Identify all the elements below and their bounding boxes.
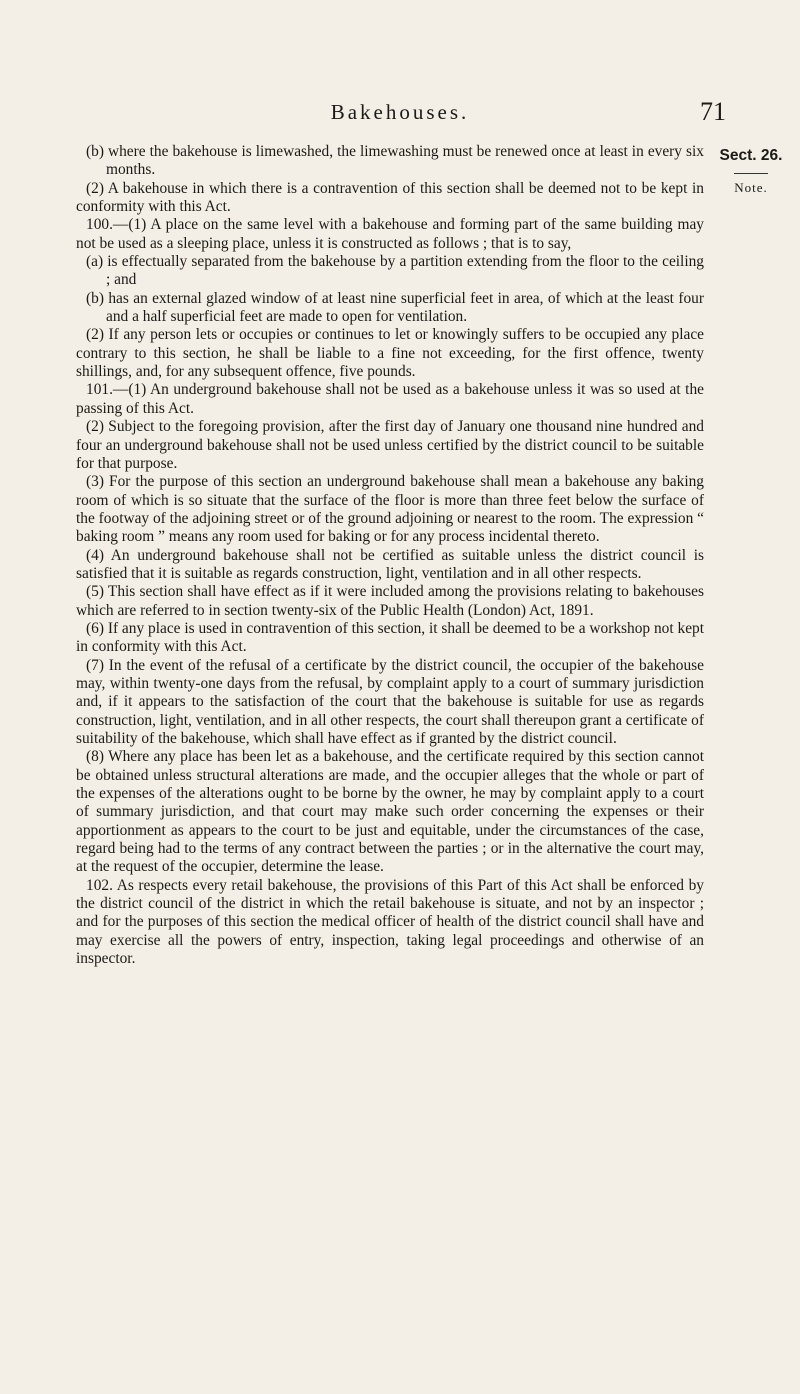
- paragraph: (6) If any place is used in contravention of this section, it shall be deemed to be a workshop not kept in conformity with this Act.: [76, 619, 704, 656]
- note-label: Note.: [734, 180, 768, 195]
- paragraph: (4) An underground bakehouse shall not be certified as suitable unless the district council is satisfied that it is suitable as regards construction, light, ventilation and in all other respects.: [76, 546, 704, 582]
- paragraph: (5) This section shall have effect as if it were included among the provisions relating to bakehouses which are referred to in section twenty-six of the Public Health (London) Act, 1891.: [76, 583, 704, 619]
- paragraph: 100.—(1) A place on the same level with a bakehouse and forming part of the same building may not be used as a sleeping place, unless it is constructed as follows ; that is to say,: [76, 216, 704, 252]
- paragraph: (7) In the event of the refusal of a certificate by the district council, the occupier of the bakehouse may, within twenty-one days from the refusal, by complaint apply to a court of summary jurisdiction and, if it appears to the satisfaction of the court that the bakehouse is suitable for use as regards construction, light, ventilation, and in all other respects, the court shall thereupon grant a certificate of suitability of the bakehouse, which shall have effect as if granted by the district council.: [76, 656, 704, 747]
- paragraph: (2) If any person lets or occupies or continues to let or knowingly suffers to be occupied any place contrary to this section, he shall be liable to a fine not exceeding, for the first offence, twenty shillings, and, for any subsequent offence, five pounds.: [76, 326, 704, 381]
- margin-column: [706, 147, 796, 196]
- paragraph: (8) Where any place has been let as a bakehouse, and the certificate required by this section cannot be obtained unless structural alterations are made, and the occupier alleges that the whole or part of the expenses of the alterations ought to be borne by the owner, he may by complaint apply to a court of summary jurisdiction, and that court may make such order concerning the expenses or their apportionment as appears to the court to be just and equitable, under the circumstances of the case, regard being had to the terms of any contract between the parties ; or in the alternative the court may, at the request of the occupier, determine the lease.: [76, 748, 704, 876]
- page-number: 71: [700, 97, 726, 126]
- body-text: [76, 143, 704, 968]
- running-head: Bakehouses.: [330, 100, 470, 124]
- paragraph: 101.—(1) An underground bakehouse shall not be used as a bakehouse unless it was so used at the passing of this Act.: [76, 381, 704, 417]
- note-divider: [734, 173, 768, 174]
- paragraph: (b) has an external glazed window of at least nine superficial feet in area, of which at the least four and a half superficial feet are made to open for ventilation.: [86, 289, 704, 326]
- paragraph: (2) Subject to the foregoing provision, after the first day of January one thousand nine hundred and four an underground bakehouse shall not be used unless certified by the district council to be suitable for that purpose.: [76, 418, 704, 472]
- paragraph: (3) For the purpose of this section an underground bakehouse shall mean a bakehouse any baking room of which is so situate that the surface of the floor is more than three feet below the surface of the footway of the adjoining street or of the ground adjoining or nearest to the room. The expression “ baking room ” means any room used for baking or for any process incidental thereto.: [76, 473, 704, 546]
- paragraph: (2) A bakehouse in which there is a contravention of this section shall be deemed not to be kept in conformity with this Act.: [76, 179, 704, 216]
- paragraph: (b) where the bakehouse is limewashed, the limewashing must be renewed once at least in every six months.: [86, 143, 704, 179]
- paragraph: (a) is effectually separated from the bakehouse by a partition extending from the floor to the ceiling ; and: [86, 253, 704, 289]
- paragraph: 102. As respects every retail bakehouse, the provisions of this Part of this Act shall be enforced by the district council of the district in which the retail bakehouse is situate, and not by an inspector ; and for the purposes of this section the medical officer of health of the district council shall have and may exercise all the powers of entry, inspection, taking legal proceedings and otherwise of an inspector.: [76, 876, 704, 968]
- section-label: Sect. 26.: [719, 147, 783, 164]
